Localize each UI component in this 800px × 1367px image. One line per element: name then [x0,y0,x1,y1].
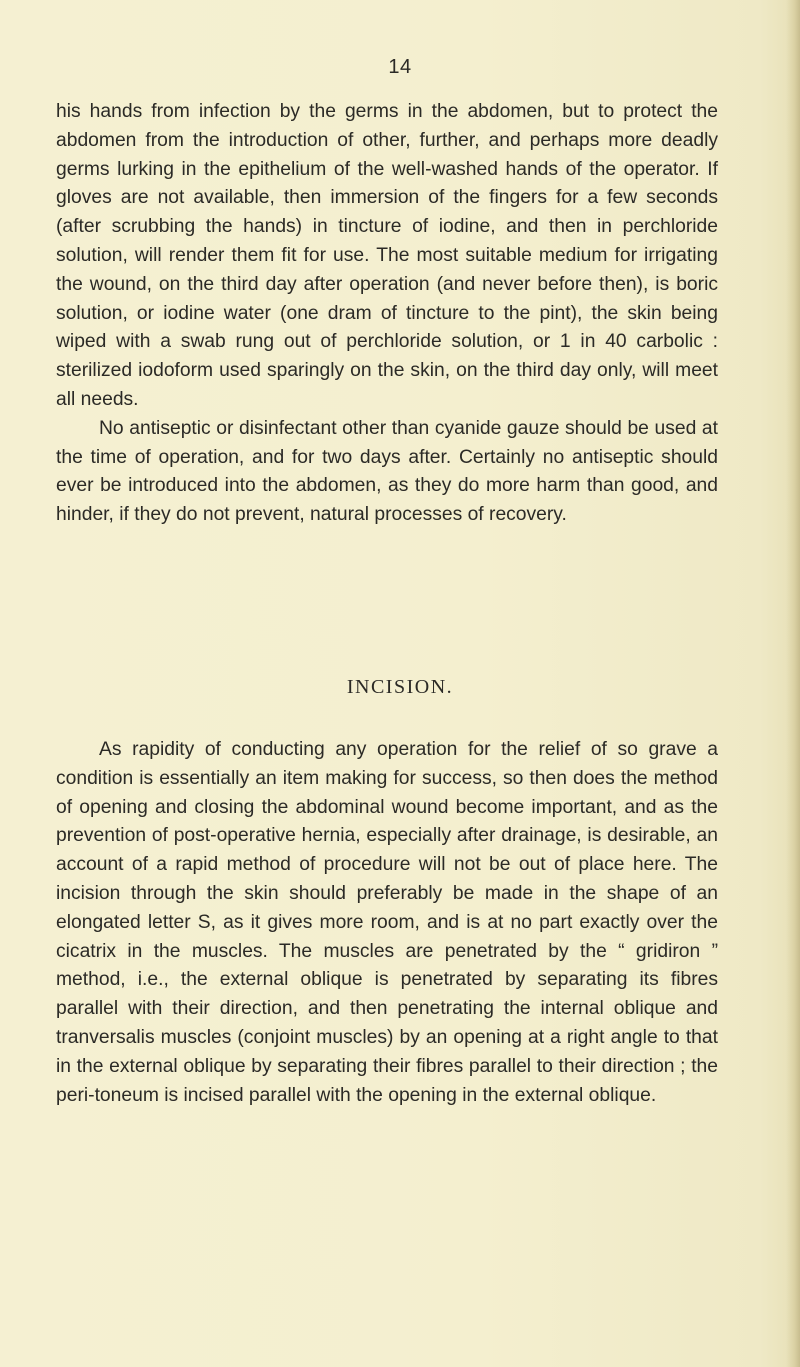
paragraph-gloves-and-irrigation: his hands from infection by the germs in the abdomen, but to protect the abdomen from the introduction of other, further, and perhaps more deadly germs lurking in the epithelium of the well-washed hands of the operator. If gloves are not available, then immersion of the fingers for a few seconds (after scrubbing the hands) in tincture of iodine, and then in perchloride solution, will render them fit for use. The most suitable medium for irrigating the wound, on the third day after operation (and never before then), is boric solution, or iodine water (one dram of tincture to the pint), the skin being wiped with a swab rung out of perchloride solution, or 1 in 40 carbolic : sterilized iodoform used sparingly on the skin, on the third day only, will meet all needs. [56,101,718,410]
paragraph-antiseptics: No antiseptic or disinfectant other than cyanide gauze should be used at the time of operation, and for two days after. Certainly no antiseptic should ever be introduced into the abdomen, as they do more harm than good, and hinder, if they do not prevent, natural processes of recovery. [56,417,718,526]
text-section-incision [56,736,718,1110]
paragraph-incision-method: As rapidity of conducting any operation for the relief of so grave a condition is essentially an item making for success, so then does the method of opening and closing the abdominal wound become important, and as the prevention of post-operative hernia, especially after drainage, is desirable, an account of a rapid method of procedure will not be out of place here. The incision through the skin should preferably be made in the shape of an elongated letter S, as it gives more room, and is at no part exactly over the cicatrix in the muscles. The muscles are penetrated by the “ gridiron ” method, i.e., the external oblique is penetrated by separating its fibres parallel with their direction, and then penetrating the internal oblique and tranversalis muscles (conjoint muscles) by an opening at a right angle to that in the external oblique by separating their fibres parallel to their direction ; the peri-toneum is incised parallel with the opening in the external oblique. [56,739,718,1106]
text-section-top [56,98,718,530]
section-heading: INCISION. [346,676,454,698]
page-number: 14 [388,56,412,78]
